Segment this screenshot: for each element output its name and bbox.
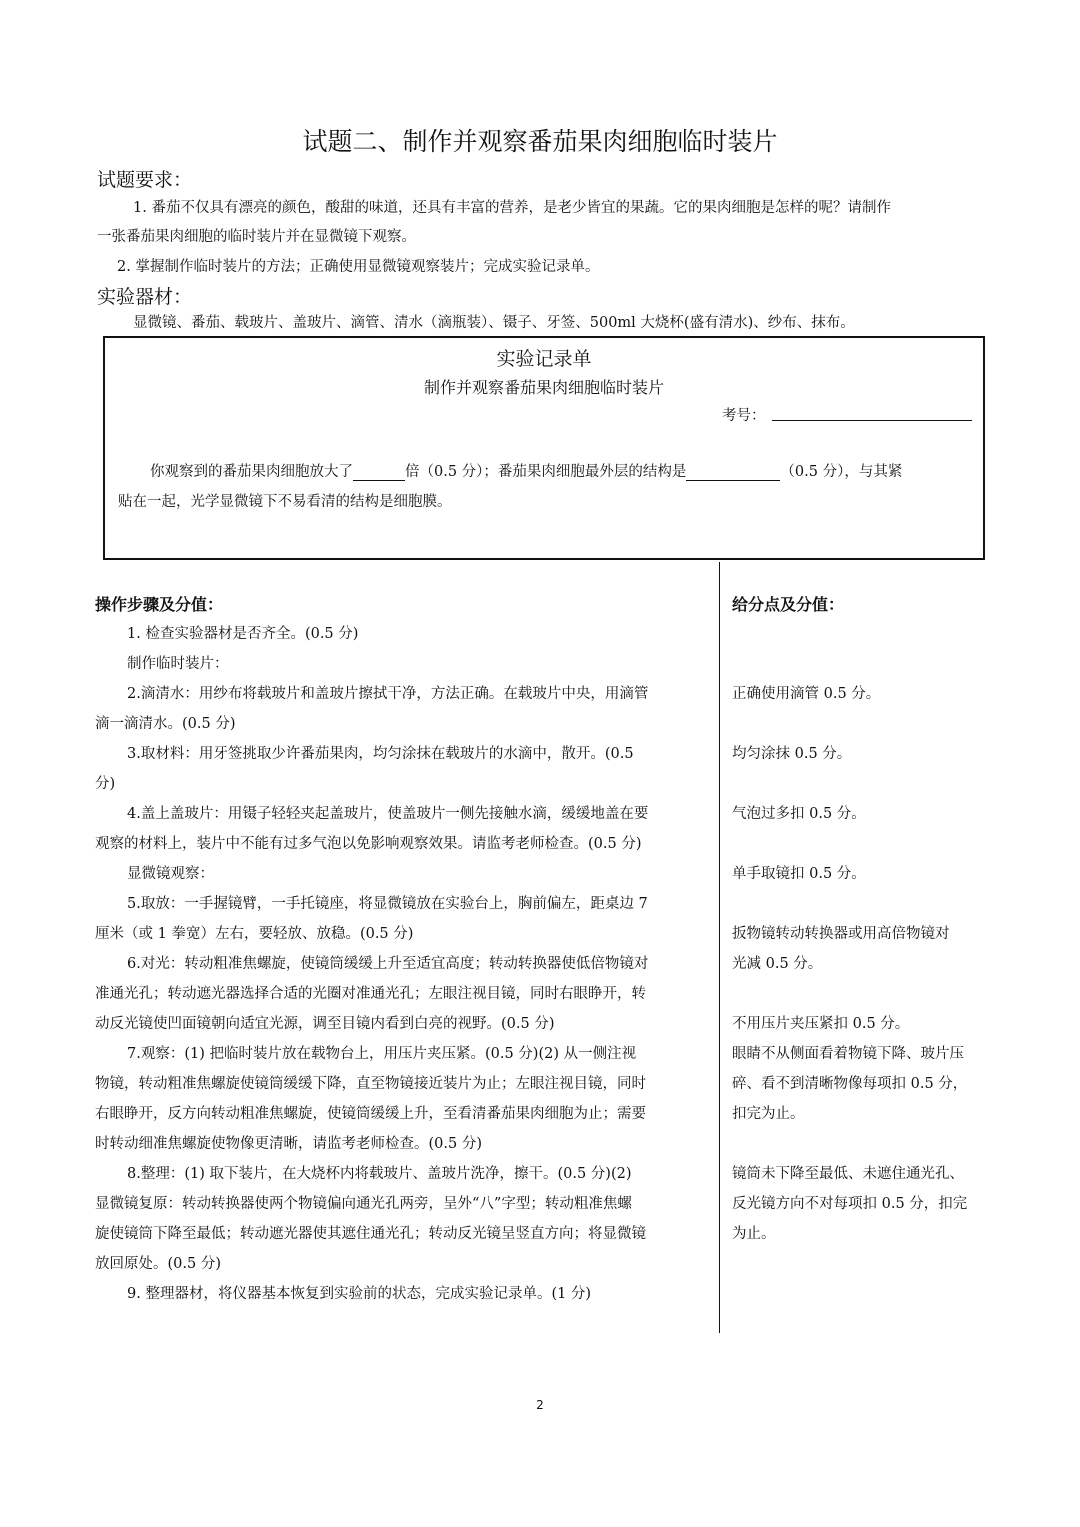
scoring-gap: [732, 1129, 992, 1159]
record-question-line-1: [150, 460, 902, 481]
scoring-gap: [732, 889, 992, 919]
step-line: 9. 整理器材，将仪器基本恢复到实验前的状态，完成实验记录单。(1 分): [127, 1286, 592, 1302]
step-line: 制作临时装片：: [127, 656, 229, 672]
step-line: 分): [95, 776, 116, 792]
step-line: 7.观察：(1) 把临时装片放在载物台上，用压片夹压紧。(0.5 分)(2) 从一侧注视: [127, 1046, 637, 1062]
scoring-line: 正确使用滴管 0.5 分。: [732, 686, 881, 702]
column-divider: [719, 562, 720, 1333]
magnification-blank[interactable]: [353, 464, 405, 481]
scoring-gap: [732, 769, 992, 799]
step-line: 右眼睁开，反方向转动粗准焦螺旋，使镜筒缓缓上升，至看清番茄果肉细胞为止；需要: [95, 1106, 646, 1122]
step-line: 厘米（或 1 拳宽）左右，要轻放、放稳。(0.5 分): [95, 926, 414, 942]
step-line: 6.对光：转动粗准焦螺旋，使镜筒缓缓上升至适宜高度；转动转换器使低倍物镜对: [127, 956, 649, 972]
scoring-line: 不用压片夹压紧扣 0.5 分。: [732, 1016, 910, 1032]
page-title: 试题二、制作并观察番茄果肉细胞临时装片: [302, 127, 778, 156]
step-line: 动反光镜使凹面镜朝向适宜光源，调至目镜内看到白亮的视野。(0.5 分): [95, 1016, 555, 1032]
scoring-gap: [732, 829, 992, 859]
scoring-line: 为止。: [732, 1226, 776, 1242]
step-line: 旋使镜筒下降至最低；转动遮光器使其遮住通光孔；转动反光镜呈竖直方向；将显微镜: [95, 1226, 646, 1242]
requirement-item-2: 2. 掌握制作临时装片的方法；正确使用显微镜观察装片；完成实验记录单。: [117, 259, 600, 275]
step-line: 8.整理：(1) 取下装片，在大烧杯内将载玻片、盖玻片洗净，擦干。(0.5 分)(2): [127, 1166, 632, 1182]
question-text-part-2: 倍（0.5 分）；番茄果肉细胞最外层的结构是: [405, 464, 687, 480]
step-line: 时转动细准焦螺旋使物像更清晰，请监考老师检查。(0.5 分): [95, 1136, 482, 1152]
outer-structure-blank[interactable]: [686, 464, 780, 481]
step-line: 显微镜复原：转动转换器使两个物镜偏向通光孔两旁，呈外“八”字型；转动粗准焦螺: [95, 1196, 632, 1212]
exam-number-label: 考号：: [722, 408, 766, 424]
scoring-heading: 给分点及分值：: [732, 595, 845, 614]
record-sheet-title: 实验记录单: [496, 348, 592, 370]
step-line: 放回原处。(0.5 分): [95, 1256, 221, 1272]
requirement-item-1-line-2: 一张番茄果肉细胞的临时装片并在显微镜下观察。: [97, 229, 416, 245]
step-line: 4.盖上盖玻片：用镊子轻轻夹起盖玻片，使盖玻片一侧先接触水滴，缓缓地盖在要: [127, 806, 649, 822]
step-line: 准通光孔；转动遮光器选择合适的光圈对准通光孔；左眼注视目镜，同时右眼睁开，转: [95, 986, 646, 1002]
materials-list: 显微镜、番茄、载玻片、盖玻片、滴管、清水（滴瓶装）、镊子、牙签、500ml 大烧杯(盛有清水)、纱布、抹布。: [133, 315, 855, 331]
step-line: 观察的材料上，装片中不能有过多气泡以免影响观察效果。请监考老师检查。(0.5 分): [95, 836, 642, 852]
record-sheet-subtitle: 制作并观察番茄果肉细胞临时装片: [423, 378, 664, 397]
step-line: 1. 检查实验器材是否齐全。(0.5 分): [127, 626, 359, 642]
step-line: 5.取放：一手握镜臂，一手托镜座，将显微镜放在实验台上，胸前偏左，距桌边 7: [127, 896, 648, 912]
page-number: 2: [536, 1398, 544, 1412]
requirement-item-1-line-1: 1. 番茄不仅具有漂亮的颜色，酸甜的味道，还具有丰富的营养，是老少皆宜的果蔬。它的果肉细胞是怎样的呢？请制作: [133, 200, 891, 216]
record-question-line-2: 贴在一起，光学显微镜下不易看清的结构是细胞膜。: [118, 494, 452, 510]
scoring-list: [732, 679, 992, 1249]
requirements-heading: 试题要求：: [97, 169, 193, 191]
scoring-line: 单手取镜扣 0.5 分。: [732, 866, 866, 882]
scoring-line: 反光镜方向不对每项扣 0.5 分，扣完: [732, 1196, 968, 1212]
scoring-line: 镜筒未下降至最低、未遮住通光孔、: [732, 1166, 964, 1182]
scoring-line: 气泡过多扣 0.5 分。: [732, 806, 866, 822]
scoring-line: 光减 0.5 分。: [732, 956, 823, 972]
step-line: 3.取材料：用牙签挑取少许番茄果肉，均匀涂抹在载玻片的水滴中，散开。(0.5: [127, 746, 634, 762]
step-line: 滴一滴清水。(0.5 分): [95, 716, 236, 732]
steps-heading: 操作步骤及分值：: [95, 595, 224, 614]
scoring-gap: [732, 709, 992, 739]
steps-list: [95, 619, 715, 1309]
scoring-gap: [732, 979, 992, 1009]
scoring-line: 碎、看不到清晰物像每项扣 0.5 分，: [732, 1076, 968, 1092]
question-text-part-1: 你观察到的番茄果肉细胞放大了: [150, 464, 353, 480]
step-line: 2.滴清水：用纱布将载玻片和盖玻片擦拭干净，方法正确。在载玻片中央，用滴管: [127, 686, 649, 702]
materials-heading: 实验器材：: [97, 286, 193, 308]
scoring-line: 眼睛不从侧面看着物镜下降、玻片压: [732, 1046, 964, 1062]
step-line: 物镜，转动粗准焦螺旋使镜筒缓缓下降，直至物镜接近装片为止；左眼注视目镜，同时: [95, 1076, 646, 1092]
question-text-part-3: （0.5 分），与其紧: [780, 464, 903, 480]
step-line: 显微镜观察：: [127, 866, 214, 882]
scoring-line: 扣完为止。: [732, 1106, 805, 1122]
exam-number-field[interactable]: [772, 420, 972, 421]
scoring-line: 扳物镜转动转换器或用高倍物镜对: [732, 926, 950, 942]
scoring-line: 均匀涂抹 0.5 分。: [732, 746, 852, 762]
